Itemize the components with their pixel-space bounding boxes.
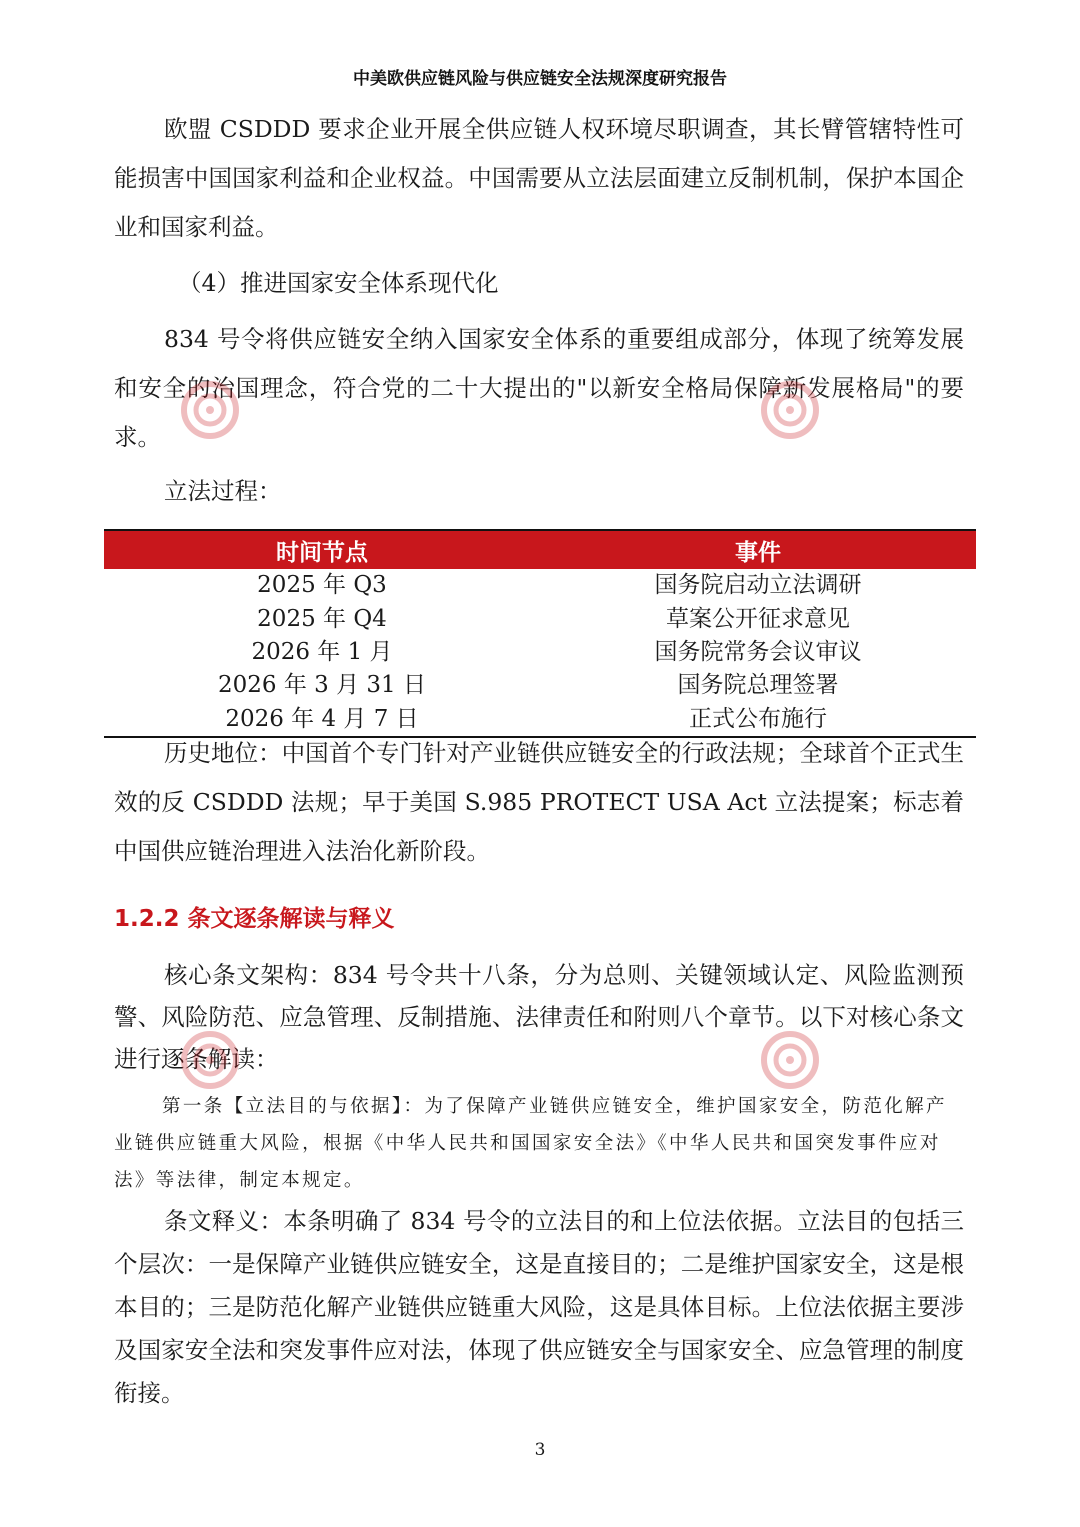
paragraph-core-structure: 核心条文架构：834 号令共十八条，分为总则、关键领域认定、风险监测预警、风险防范、应急管理、反制措施、法律责任和附则八个章节。以下对核心条文进行逐条解读： xyxy=(114,961,964,1073)
paragraph-csddd: 欧盟 CSDDD 要求企业开展全供应链人权环境尽职调查，其长臂管辖特性可能损害中国国家利益和企业权益。中国需要从立法层面建立反制机制，保护本国企业和国家利益。 xyxy=(114,115,964,241)
report-header: 中美欧供应链风险与供应链安全法规深度研究报告 xyxy=(353,69,727,89)
cell-time: 2026 年 4 月 7 日 xyxy=(104,703,540,737)
cell-time: 2025 年 Q4 xyxy=(257,605,387,632)
cell-event: 国务院启动立法调研 xyxy=(654,572,862,599)
table-row xyxy=(104,569,976,602)
table-row xyxy=(104,669,976,702)
table-row xyxy=(104,602,976,635)
cell-time: 2026 年 1 月 xyxy=(251,638,393,665)
paragraph-national-security: 834 号令将供应链安全纳入国家安全体系的重要组成部分，体现了统筹发展和安全的治国理念，符合党的二十大提出的"以新安全格局保障新发展格局"的要求。 xyxy=(114,325,964,451)
legislative-process-label: 立法过程： xyxy=(164,477,282,505)
cell-time: 2025 年 Q3 xyxy=(257,572,387,599)
paragraph-historical-status: 历史地位：中国首个专门针对产业链供应链安全的行政法规；全球首个正式生效的反 CSDDD 法规；早于美国 S.985 PROTECT USA Act 立法提案；标志着中国供应链治理进入法治化新阶段。 xyxy=(114,739,964,865)
column-header-time: 时间节点 xyxy=(104,530,540,569)
table-header-row xyxy=(104,530,976,569)
table-row xyxy=(104,636,976,669)
paragraph-article-interpretation: 条文释义：本条明确了 834 号令的立法目的和上位法依据。立法目的包括三个层次：一是保障产业链供应链安全，这是直接目的；二是维护国家安全，这是根本目的；三是防范化解产业链供应链重大风险，这是具体目标。上位法依据主要涉及国家安全法和突发事件应对法，体现了供应链安全与国家安全、应急管理的制度衔接。 xyxy=(114,1207,964,1407)
column-header-event: 事件 xyxy=(540,530,976,569)
cell-event: 国务院常务会议审议 xyxy=(654,638,862,665)
cell-event: 国务院总理签署 xyxy=(677,672,839,699)
cell-event: 草案公开征求意见 xyxy=(666,605,850,632)
page-number: 3 xyxy=(534,1440,546,1460)
section-title: 1.2.2 条文逐条解读与释义 xyxy=(114,906,395,932)
subheading-4: （4）推进国家安全体系现代化 xyxy=(178,269,499,297)
legislative-timeline-table xyxy=(104,529,976,738)
article-1-quote: 第一条【立法目的与依据】：为了保障产业链供应链安全，维护国家安全，防范化解产业链供应链重大风险，根据《中华人民共和国国家安全法》《中华人民共和国突发事件应对法》等法律，制定本规定。 xyxy=(114,1096,947,1191)
cell-time: 2026 年 3 月 31 日 xyxy=(218,672,426,699)
cell-event: 正式公布施行 xyxy=(540,703,976,737)
